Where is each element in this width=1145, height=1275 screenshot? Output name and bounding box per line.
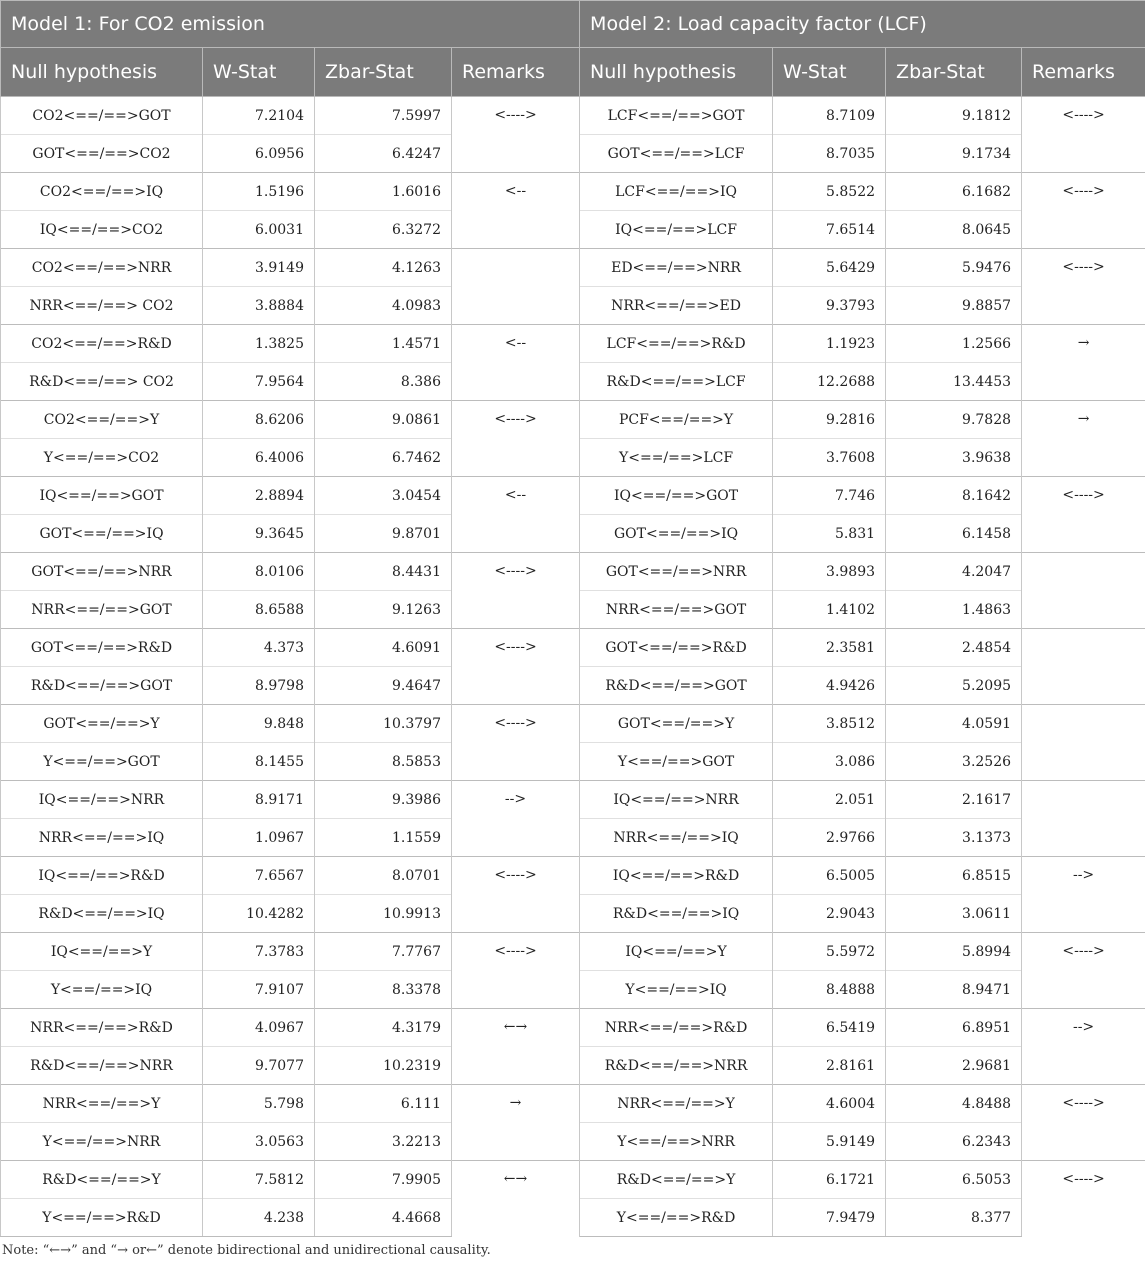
m2-wstat-cell: 6.5419 [773,1009,886,1047]
m2-zbar-cell: 3.2526 [886,743,1022,781]
m2-zbar-cell: 6.5053 [886,1161,1022,1199]
table-row [1,1085,1145,1123]
m2-wstat-cell: 3.7608 [773,439,886,477]
m1-remarks-cell: → [452,1085,580,1161]
m1-zbar-cell: 3.2213 [315,1123,452,1161]
m2-remarks-cell: <----> [1022,933,1145,1009]
m2-wstat-cell: 8.7109 [773,97,886,135]
m2-hypothesis-cell: Y<==/==>IQ [580,971,773,1009]
m1-wstat-cell: 1.0967 [203,819,315,857]
m2-zbar-cell: 9.1812 [886,97,1022,135]
table-row [1,477,1145,515]
m1-remarks-cell: <----> [452,401,580,477]
m2-hypothesis-cell: NRR<==/==>R&D [580,1009,773,1047]
m1-remarks-cell: --> [452,781,580,857]
m1-zbar-cell: 8.4431 [315,553,452,591]
m1-zbar-cell: 6.111 [315,1085,452,1123]
table-row [1,857,1145,895]
m1-zbar-cell: 4.0983 [315,287,452,325]
m2-remarks-cell: <----> [1022,249,1145,325]
m1-wstat-cell: 8.6588 [203,591,315,629]
m2-wstat-cell: 12.2688 [773,363,886,401]
m1-wstat-cell: 1.5196 [203,173,315,211]
m2-wstat-cell: 7.9479 [773,1199,886,1237]
m2-wstat-cell: 1.1923 [773,325,886,363]
m2-hypothesis-cell: GOT<==/==>IQ [580,515,773,553]
table-row [1,325,1145,363]
m1-remarks-cell: <----> [452,629,580,705]
m2-hypothesis-cell: IQ<==/==>LCF [580,211,773,249]
m2-hypothesis-cell: R&D<==/==>Y [580,1161,773,1199]
m1-hypothesis-cell: NRR<==/==>IQ [1,819,203,857]
m1-wstat-cell: 10.4282 [203,895,315,933]
m1-zbar-cell: 8.0701 [315,857,452,895]
m1-hypothesis-cell: IQ<==/==>Y [1,933,203,971]
m1-hypothesis-cell: IQ<==/==>CO2 [1,211,203,249]
m1-hypothesis-cell: CO2<==/==>GOT [1,97,203,135]
m2-wstat-cell: 5.5972 [773,933,886,971]
m1-hypothesis-cell: CO2<==/==>R&D [1,325,203,363]
m2-remarks-cell: <----> [1022,1085,1145,1161]
m1-zbar-cell: 10.3797 [315,705,452,743]
m1-wstat-cell: 4.0967 [203,1009,315,1047]
m1-wstat-cell: 3.9149 [203,249,315,287]
m1-hypothesis-cell: Y<==/==>CO2 [1,439,203,477]
m1-zbar-cell: 4.4668 [315,1199,452,1237]
m1-wstat-cell: 6.4006 [203,439,315,477]
m2-zbar-cell: 3.1373 [886,819,1022,857]
m2-header-hypothesis: Null hypothesis [580,48,773,97]
table-body [1,97,1145,1237]
m1-zbar-cell: 9.8701 [315,515,452,553]
m1-hypothesis-cell: IQ<==/==>GOT [1,477,203,515]
m1-remarks-cell: <-- [452,477,580,553]
m2-remarks-cell [1022,781,1145,857]
m2-hypothesis-cell: LCF<==/==>R&D [580,325,773,363]
m2-hypothesis-cell: IQ<==/==>GOT [580,477,773,515]
table-row [1,1161,1145,1199]
m1-zbar-cell: 1.4571 [315,325,452,363]
m2-zbar-cell: 4.0591 [886,705,1022,743]
m2-wstat-cell: 9.3793 [773,287,886,325]
m1-hypothesis-cell: R&D<==/==>IQ [1,895,203,933]
m2-zbar-cell: 2.1617 [886,781,1022,819]
m2-zbar-cell: 6.8951 [886,1009,1022,1047]
m1-zbar-cell: 8.3378 [315,971,452,1009]
m2-hypothesis-cell: NRR<==/==>Y [580,1085,773,1123]
m1-hypothesis-cell: R&D<==/==> CO2 [1,363,203,401]
m2-zbar-cell: 13.4453 [886,363,1022,401]
m2-remarks-cell: <----> [1022,97,1145,173]
m1-wstat-cell: 1.3825 [203,325,315,363]
m1-hypothesis-cell: R&D<==/==>NRR [1,1047,203,1085]
m2-wstat-cell: 9.2816 [773,401,886,439]
m2-hypothesis-cell: Y<==/==>NRR [580,1123,773,1161]
m1-wstat-cell: 7.3783 [203,933,315,971]
m2-wstat-cell: 5.8522 [773,173,886,211]
m1-zbar-cell: 9.3986 [315,781,452,819]
table-row [1,173,1145,211]
m2-hypothesis-cell: GOT<==/==>LCF [580,135,773,173]
m2-hypothesis-cell: LCF<==/==>IQ [580,173,773,211]
m2-wstat-cell: 1.4102 [773,591,886,629]
m2-wstat-cell: 6.1721 [773,1161,886,1199]
m2-zbar-cell: 5.2095 [886,667,1022,705]
m1-wstat-cell: 6.0956 [203,135,315,173]
m2-hypothesis-cell: IQ<==/==>Y [580,933,773,971]
m2-zbar-cell: 3.0611 [886,895,1022,933]
m1-hypothesis-cell: CO2<==/==>IQ [1,173,203,211]
m2-zbar-cell: 8.1642 [886,477,1022,515]
m2-zbar-cell: 5.9476 [886,249,1022,287]
m1-remarks-cell: <-- [452,325,580,401]
m1-remarks-cell: ←→ [452,1009,580,1085]
m1-remarks-cell: <----> [452,705,580,781]
m2-wstat-cell: 5.831 [773,515,886,553]
m2-wstat-cell: 3.9893 [773,553,886,591]
m2-remarks-cell: → [1022,325,1145,401]
m1-zbar-cell: 3.0454 [315,477,452,515]
table-row [1,1009,1145,1047]
m1-zbar-cell: 8.386 [315,363,452,401]
m1-wstat-cell: 7.6567 [203,857,315,895]
m1-wstat-cell: 8.0106 [203,553,315,591]
m1-wstat-cell: 6.0031 [203,211,315,249]
m1-remarks-cell: <----> [452,97,580,173]
m1-wstat-cell: 7.9107 [203,971,315,1009]
m2-hypothesis-cell: Y<==/==>GOT [580,743,773,781]
m1-hypothesis-cell: R&D<==/==>Y [1,1161,203,1199]
table-row [1,933,1145,971]
m1-wstat-cell: 3.0563 [203,1123,315,1161]
m1-zbar-cell: 6.7462 [315,439,452,477]
m2-wstat-cell: 4.9426 [773,667,886,705]
m1-wstat-cell: 9.848 [203,705,315,743]
m1-zbar-cell: 1.6016 [315,173,452,211]
m1-zbar-cell: 10.2319 [315,1047,452,1085]
m1-zbar-cell: 7.9905 [315,1161,452,1199]
m2-wstat-cell: 8.4888 [773,971,886,1009]
m2-hypothesis-cell: R&D<==/==>NRR [580,1047,773,1085]
m1-wstat-cell: 9.3645 [203,515,315,553]
m2-zbar-cell: 8.9471 [886,971,1022,1009]
table-row [1,553,1145,591]
m1-wstat-cell: 9.7077 [203,1047,315,1085]
m1-header-wstat: W-Stat [203,48,315,97]
m1-remarks-cell: <----> [452,933,580,1009]
model2-title: Model 2: Load capacity factor (LCF) [580,1,1145,48]
table-row [1,249,1145,287]
m1-zbar-cell: 8.5853 [315,743,452,781]
m1-remarks-cell: <----> [452,553,580,629]
m1-wstat-cell: 3.8884 [203,287,315,325]
m2-zbar-cell: 9.7828 [886,401,1022,439]
m2-remarks-cell [1022,629,1145,705]
m2-wstat-cell: 4.6004 [773,1085,886,1123]
m1-wstat-cell: 4.238 [203,1199,315,1237]
m1-hypothesis-cell: GOT<==/==>Y [1,705,203,743]
m2-wstat-cell: 2.9043 [773,895,886,933]
m1-hypothesis-cell: R&D<==/==>GOT [1,667,203,705]
m2-hypothesis-cell: R&D<==/==>IQ [580,895,773,933]
m1-wstat-cell: 8.1455 [203,743,315,781]
m2-wstat-cell: 2.051 [773,781,886,819]
m1-remarks-cell: <-- [452,173,580,249]
m2-hypothesis-cell: GOT<==/==>R&D [580,629,773,667]
m2-wstat-cell: 5.9149 [773,1123,886,1161]
m2-zbar-cell: 8.0645 [886,211,1022,249]
m2-zbar-cell: 6.8515 [886,857,1022,895]
m1-wstat-cell: 4.373 [203,629,315,667]
m2-wstat-cell: 7.746 [773,477,886,515]
m2-zbar-cell: 3.9638 [886,439,1022,477]
table-row [1,97,1145,135]
m1-hypothesis-cell: NRR<==/==>GOT [1,591,203,629]
m2-zbar-cell: 5.8994 [886,933,1022,971]
m1-header-hypothesis: Null hypothesis [1,48,203,97]
m1-hypothesis-cell: NRR<==/==> CO2 [1,287,203,325]
m2-zbar-cell: 2.4854 [886,629,1022,667]
m2-hypothesis-cell: LCF<==/==>GOT [580,97,773,135]
m2-remarks-cell: → [1022,401,1145,477]
m2-wstat-cell: 6.5005 [773,857,886,895]
m1-remarks-cell: ←→ [452,1161,580,1237]
table-row [1,401,1145,439]
m1-zbar-cell: 7.7767 [315,933,452,971]
m2-remarks-cell [1022,553,1145,629]
m1-wstat-cell: 7.9564 [203,363,315,401]
m2-zbar-cell: 2.9681 [886,1047,1022,1085]
m2-wstat-cell: 8.7035 [773,135,886,173]
m1-zbar-cell: 9.1263 [315,591,452,629]
m1-header-zbar: Zbar-Stat [315,48,452,97]
m2-zbar-cell: 9.8857 [886,287,1022,325]
m1-wstat-cell: 8.9171 [203,781,315,819]
m2-zbar-cell: 6.2343 [886,1123,1022,1161]
m2-zbar-cell: 9.1734 [886,135,1022,173]
table-row [1,781,1145,819]
m2-remarks-cell: --> [1022,857,1145,933]
m1-wstat-cell: 2.8894 [203,477,315,515]
m2-zbar-cell: 4.8488 [886,1085,1022,1123]
column-header-row [1,48,1145,97]
m1-hypothesis-cell: IQ<==/==>NRR [1,781,203,819]
table-row [1,705,1145,743]
m1-zbar-cell: 9.0861 [315,401,452,439]
m1-zbar-cell: 10.9913 [315,895,452,933]
m2-wstat-cell: 3.8512 [773,705,886,743]
m2-hypothesis-cell: Y<==/==>LCF [580,439,773,477]
m2-hypothesis-cell: R&D<==/==>GOT [580,667,773,705]
m1-zbar-cell: 4.6091 [315,629,452,667]
m1-zbar-cell: 9.4647 [315,667,452,705]
m2-header-zbar: Zbar-Stat [886,48,1022,97]
m2-wstat-cell: 2.3581 [773,629,886,667]
m1-hypothesis-cell: Y<==/==>R&D [1,1199,203,1237]
m1-wstat-cell: 7.5812 [203,1161,315,1199]
m1-remarks-cell: <----> [452,857,580,933]
m2-zbar-cell: 8.377 [886,1199,1022,1237]
m1-hypothesis-cell: CO2<==/==>Y [1,401,203,439]
m1-hypothesis-cell: IQ<==/==>R&D [1,857,203,895]
m1-wstat-cell: 8.9798 [203,667,315,705]
model-title-row [1,1,1145,48]
m1-header-remarks: Remarks [452,48,580,97]
m2-hypothesis-cell: IQ<==/==>NRR [580,781,773,819]
m2-wstat-cell: 2.9766 [773,819,886,857]
m1-hypothesis-cell: GOT<==/==>IQ [1,515,203,553]
m2-remarks-cell: <----> [1022,477,1145,553]
m2-hypothesis-cell: PCF<==/==>Y [580,401,773,439]
m2-remarks-cell: <----> [1022,173,1145,249]
m2-remarks-cell [1022,705,1145,781]
m1-hypothesis-cell: Y<==/==>GOT [1,743,203,781]
m1-zbar-cell: 6.3272 [315,211,452,249]
m2-wstat-cell: 7.6514 [773,211,886,249]
m2-zbar-cell: 1.4863 [886,591,1022,629]
m2-zbar-cell: 6.1682 [886,173,1022,211]
m2-header-remarks: Remarks [1022,48,1145,97]
m2-hypothesis-cell: NRR<==/==>GOT [580,591,773,629]
m2-hypothesis-cell: GOT<==/==>Y [580,705,773,743]
m2-hypothesis-cell: NRR<==/==>ED [580,287,773,325]
m2-hypothesis-cell: R&D<==/==>LCF [580,363,773,401]
m1-hypothesis-cell: GOT<==/==>NRR [1,553,203,591]
m1-hypothesis-cell: NRR<==/==>R&D [1,1009,203,1047]
m2-hypothesis-cell: GOT<==/==>NRR [580,553,773,591]
m1-zbar-cell: 4.1263 [315,249,452,287]
m1-wstat-cell: 7.2104 [203,97,315,135]
m2-header-wstat: W-Stat [773,48,886,97]
m2-hypothesis-cell: Y<==/==>R&D [580,1199,773,1237]
m1-wstat-cell: 8.6206 [203,401,315,439]
m1-zbar-cell: 1.1559 [315,819,452,857]
m1-hypothesis-cell: Y<==/==>IQ [1,971,203,1009]
m1-hypothesis-cell: CO2<==/==>NRR [1,249,203,287]
m1-hypothesis-cell: NRR<==/==>Y [1,1085,203,1123]
m1-remarks-cell [452,249,580,325]
m2-hypothesis-cell: ED<==/==>NRR [580,249,773,287]
m1-hypothesis-cell: Y<==/==>NRR [1,1123,203,1161]
m2-zbar-cell: 6.1458 [886,515,1022,553]
m2-remarks-cell: <----> [1022,1161,1145,1237]
m1-hypothesis-cell: GOT<==/==>R&D [1,629,203,667]
m2-wstat-cell: 5.6429 [773,249,886,287]
m2-hypothesis-cell: NRR<==/==>IQ [580,819,773,857]
m1-wstat-cell: 5.798 [203,1085,315,1123]
m1-zbar-cell: 4.3179 [315,1009,452,1047]
m2-hypothesis-cell: IQ<==/==>R&D [580,857,773,895]
model1-title: Model 1: For CO2 emission [1,1,580,48]
m2-wstat-cell: 2.8161 [773,1047,886,1085]
m1-zbar-cell: 7.5997 [315,97,452,135]
m1-zbar-cell: 6.4247 [315,135,452,173]
m1-hypothesis-cell: GOT<==/==>CO2 [1,135,203,173]
table-row [1,629,1145,667]
m2-wstat-cell: 3.086 [773,743,886,781]
m2-zbar-cell: 1.2566 [886,325,1022,363]
table-note: Note: “←→” and “→ or←” denote bidirectional and unidirectional causality. [2,1243,491,1258]
m2-remarks-cell: --> [1022,1009,1145,1085]
m2-zbar-cell: 4.2047 [886,553,1022,591]
